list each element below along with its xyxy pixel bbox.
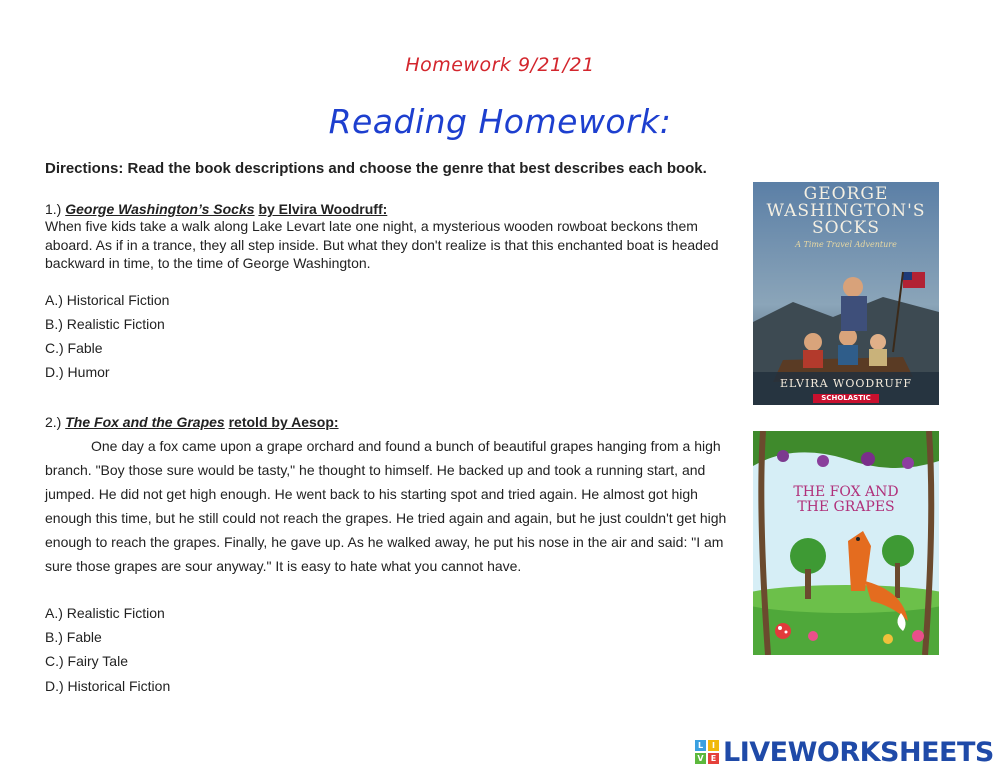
cover-2-title-line1: THE FOX AND (793, 484, 899, 500)
book-author: by Elvira Woodruff: (258, 201, 388, 217)
book-author: retold by Aesop: (228, 414, 339, 430)
logo-block-1: L (695, 740, 706, 751)
question-1-option-a[interactable]: A.) Historical Fiction (45, 292, 170, 308)
homework-date: Homework 9/21/21 (405, 54, 595, 76)
question-1-heading (45, 201, 387, 217)
cover-1-subtitle: A Time Travel Adventure (795, 240, 897, 249)
question-1-option-d[interactable]: D.) Humor (45, 364, 110, 380)
question-1-option-b[interactable]: B.) Realistic Fiction (45, 316, 165, 332)
question-2-option-d[interactable]: D.) Historical Fiction (45, 678, 171, 694)
question-1-option-c[interactable]: C.) Fable (45, 340, 103, 356)
cover-2-illustration (753, 431, 939, 655)
logo-block-2: I (708, 740, 719, 751)
book-title: The Fox and the Grapes (65, 414, 225, 430)
directions: Directions: Read the book descriptions and choose the genre that best describes each book. (45, 160, 707, 177)
page-title: Reading Homework: (328, 102, 672, 141)
cover-1-title-line3: SOCKS (812, 218, 880, 238)
question-2-description: One day a fox came upon a grape orchard and found a bunch of beautiful grapes hanging from a high branch. "Boy those sure would be tasty," he thought to himself. He backed up and took a running start, and jumped. He did not get high enough. He went back to his starting spot and tried again. He almost got high enough this time, but he still could not reach the grapes. He tried again and again, but he just couldn't get high enough to reach the grapes. Finally, he gave up. As he walked away, he put his nose in the air and said: "I am sure those grapes are sour anyway." It is easy to hate what you cannot have. (45, 438, 727, 574)
liveworksheets-logo (695, 735, 994, 769)
question-2-option-b[interactable]: B.) Fable (45, 629, 102, 645)
question-number: 2.) (45, 414, 62, 430)
fox-and-the-grapes-cover (753, 431, 939, 655)
george-washingtons-socks-cover (753, 182, 939, 405)
question-2-heading (45, 414, 339, 430)
cover-2-title-line2: THE GRAPES (797, 499, 895, 515)
cover-1-author: ELVIRA WOODRUFF (779, 377, 913, 390)
cover-1-publisher: SCHOLASTIC (821, 394, 871, 402)
logo-text: LIVEWORKSHEETS (723, 736, 994, 768)
cover-1-title-line1: GEORGE (803, 184, 889, 204)
question-2-option-c[interactable]: C.) Fairy Tale (45, 653, 128, 669)
logo-block-4: E (708, 753, 719, 764)
logo-blocks-icon (695, 740, 719, 764)
question-1-description: When five kids take a walk along Lake Levart late one night, a mysterious wooden rowboat beckons them aboard. As if in a trance, they all step inside. But what they don't realize is that this enchanted boat is headed backward in time, to the time of George Washington. (45, 218, 719, 271)
logo-block-3: V (695, 753, 706, 764)
question-2-option-a[interactable]: A.) Realistic Fiction (45, 605, 165, 621)
book-title: George Washington’s Socks (65, 201, 255, 217)
cover-1-title-line2: WASHINGTON'S (766, 201, 926, 221)
question-number: 1.) (45, 201, 62, 217)
